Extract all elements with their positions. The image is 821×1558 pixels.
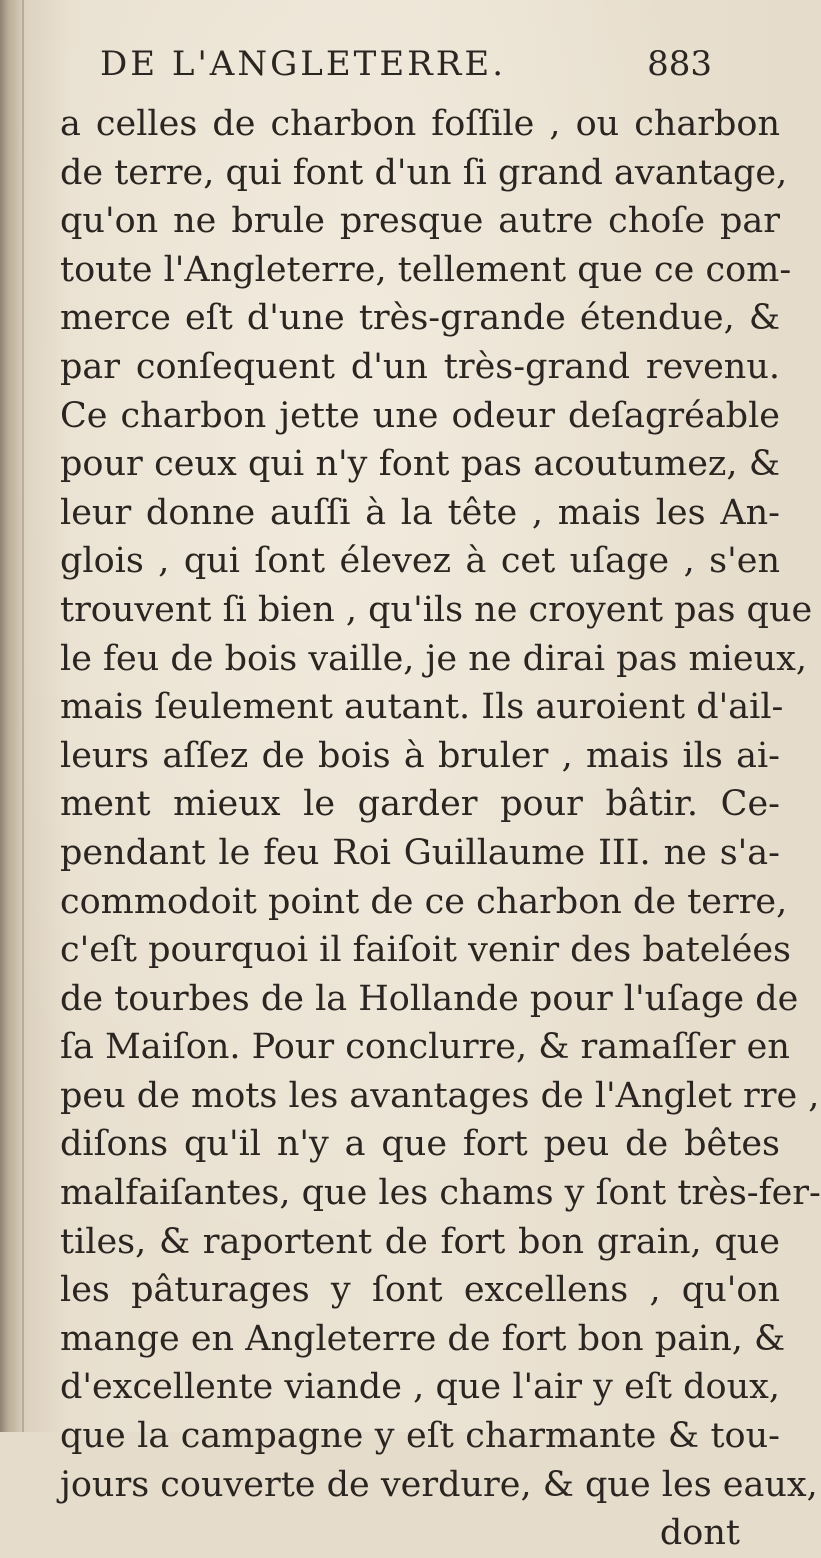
text-line: pour ceux qui n'y font pas acoutumez, &	[60, 444, 780, 485]
text-line: pendant le feu Roi Guillaume III. ne s'a-	[60, 832, 780, 873]
body-text	[60, 100, 821, 1558]
text-line: par conſequent d'un très-grand revenu.	[60, 346, 780, 387]
catchword: dont	[659, 1513, 740, 1554]
text-line: que la campagne y eſt charmante & tou-	[60, 1416, 780, 1457]
page-gutter	[0, 0, 22, 1432]
text-line: tiles, & raportent de fort bon grain, que	[60, 1221, 780, 1262]
running-head: DE L'ANGLETERRE.	[100, 44, 506, 84]
text-line: diſons qu'il n'y a que fort peu de bêtes	[60, 1124, 780, 1165]
text-line: mange en Angleterre de fort bon pain, &	[60, 1318, 786, 1359]
text-line: a celles de charbon foſſile , ou charbon	[60, 104, 780, 144]
page-number: 883	[647, 44, 712, 84]
text-line: le feu de bois vaille, je ne dirai pas mieux,	[60, 638, 807, 679]
text-line: les pâturages y ſont excellens , qu'on	[60, 1270, 780, 1311]
text-line: leur donne auſſi à la tête , mais les An-	[60, 492, 780, 533]
text-line: de terre, qui font d'un ſi grand avantage,	[60, 152, 788, 193]
text-line: d'excellente viande , que l'air y eſt doux,	[60, 1367, 780, 1408]
text-line: peu de mots les avantages de l'Anglet rre ,	[60, 1075, 820, 1116]
page-edge	[22, 0, 24, 1432]
text-line: leurs aſſez de bois à bruler , mais ils ai-	[60, 735, 780, 776]
text-line: toute l'Angleterre, tellement que ce com-	[60, 249, 792, 290]
text-line: c'eſt pourquoi il faiſoit venir des batelées	[60, 930, 792, 971]
page-header	[100, 44, 740, 92]
text-line: jours couverte de verdure, & que les eaux,	[60, 1464, 818, 1505]
text-line: qu'on ne brule presque autre choſe par	[60, 201, 780, 242]
text-line: ſa Maiſon. Pour conclurre, & ramaſſer en	[60, 1027, 790, 1068]
text-line: mais ſeulement autant. Ils auroient d'ail-	[60, 687, 784, 728]
text-line: ment mieux le garder pour bâtir. Ce-	[60, 784, 780, 825]
text-line: de tourbes de la Hollande pour l'uſage de	[60, 978, 799, 1019]
text-line: trouvent ſi bien , qu'ils ne croyent pas que	[60, 589, 813, 630]
text-line: glois , qui ſont élevez à cet uſage , s'en	[60, 541, 780, 582]
text-line: commodoit point de ce charbon de terre,	[60, 881, 788, 922]
text-line: malfaiſantes, que les chams y ſont très-fer-	[60, 1173, 821, 1214]
text-line: Ce charbon jette une odeur deſagréable	[60, 395, 780, 436]
text-line: merce eſt d'une très-grande étendue, &	[60, 298, 780, 339]
